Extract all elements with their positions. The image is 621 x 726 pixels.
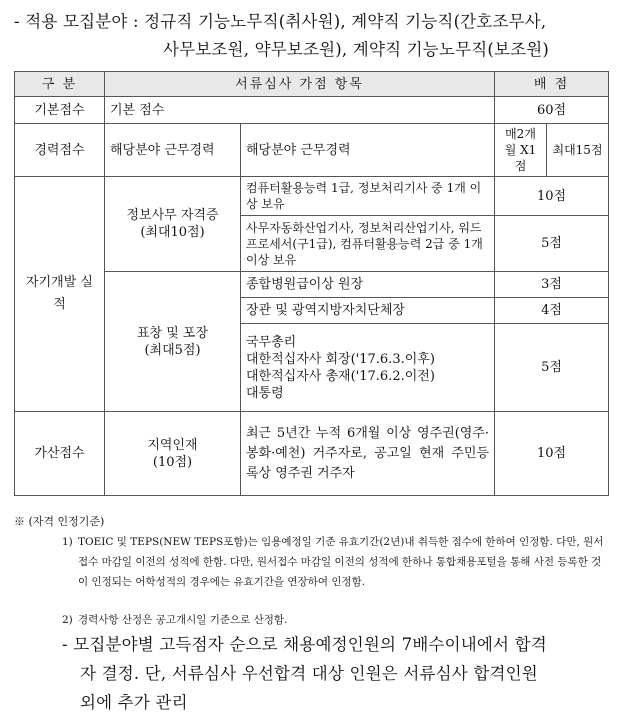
- award-max: (최대5점): [144, 342, 201, 358]
- bonus-category: 가산점수: [15, 412, 105, 496]
- basic-points: 60점: [495, 97, 609, 124]
- note-1-text: TOEIC 및 TEPS(NEW TEPS포함)는 임용예정일 기준 유효기간(2년)내 취득한 점수에 한하여 인정함. 다만, 원서접수 마감일 이전의 성적에 한함. 다만, 원서접수 마감일 이전의 성적에 한하나 통합채용포털을 통해 사전 등록한 것이 인정되는 어학성적의 경우에는 유효기간을 연장하여 인정함.: [78, 536, 604, 588]
- award-item-1: 종합병원급이상 원장: [241, 272, 495, 298]
- notes-heading: ※ (자격 인정기준): [14, 515, 105, 528]
- cert-label-cell: [105, 177, 241, 272]
- career-sub: 해당분야 근무경력: [105, 124, 241, 177]
- award-label: 표창 및 포장: [136, 325, 209, 341]
- award-item-3: 국무총리 대한적십자사 회장('17.6.3.이후) 대한적십자사 총재('17.6.2.이전) 대통령: [241, 324, 495, 412]
- footer-line-2: 자 결정. 단, 서류심사 우선합격 대상 인원은 서류심사 합격인원: [80, 664, 538, 683]
- career-max: 최대15점: [547, 124, 609, 177]
- note-1: [62, 532, 606, 592]
- basic-item: 기본 점수: [105, 97, 495, 124]
- header-category: 구 분: [15, 72, 105, 97]
- bonus-sub: 지역인재: [147, 437, 198, 453]
- bonus-sub-points: (10점): [152, 454, 193, 470]
- cert-points-2: 5점: [495, 216, 609, 272]
- cert-label: 정보사무 자격증: [126, 208, 219, 223]
- note-2-number: 2): [62, 614, 73, 626]
- note-1-number: 1): [62, 536, 73, 548]
- footer-line-1: - 모집분야별 고득점자 순으로 채용예정인원의 7배수이내에서 합격: [62, 635, 547, 654]
- note-2-text: 경력사항 산정은 공고개시일 기준으로 산정함.: [78, 614, 288, 626]
- award-points-1: 3점: [495, 272, 609, 298]
- cert-item-2: 사무자동화산업기사, 정보처리산업기사, 워드프로세서(구1급), 컴퓨터활용능력 2급 중 1개 이상 보유: [241, 216, 495, 272]
- footer-line-3: 외에 추가 관리: [80, 693, 188, 712]
- award-points-3: 5점: [495, 324, 609, 412]
- bonus-sub-cell: [105, 412, 241, 496]
- header-items: 서류심사 가점 항목: [105, 72, 495, 97]
- intro-line-2: 사무보조원, 약무보조원), 계약직 기능노무직(보조원): [163, 40, 550, 59]
- cert-max: (최대10점): [140, 225, 205, 240]
- note-2: [62, 610, 606, 630]
- bonus-points: 10점: [495, 412, 609, 496]
- selfdev-category: 자기개발 실 적: [15, 177, 105, 412]
- cert-points-1: 10점: [495, 177, 609, 216]
- bonus-item: 최근 5년간 누적 6개월 이상 영주권(영주·봉화·예천) 거주자로, 공고일 현재 주민등록상 영주권 거주자: [241, 412, 495, 496]
- career-rate: 매2개월 X1점: [495, 124, 547, 177]
- career-category: 경력점수: [15, 124, 105, 177]
- award-points-2: 4점: [495, 298, 609, 324]
- intro-line-1: - 적용 모집분야 : 정규직 기능노무직(취사원), 계약직 기능직(간호조무사,: [14, 12, 547, 31]
- career-item: 해당분야 근무경력: [241, 124, 495, 177]
- award-label-cell: [105, 272, 241, 412]
- award-item-2: 장관 및 광역지방자치단체장: [241, 298, 495, 324]
- score-table: [14, 71, 609, 496]
- basic-category: 기본점수: [15, 97, 105, 124]
- cert-item-1: 컴퓨터활용능력 1급, 정보처리기사 중 1개 이상 보유: [241, 177, 495, 216]
- header-points: 배 점: [495, 72, 609, 97]
